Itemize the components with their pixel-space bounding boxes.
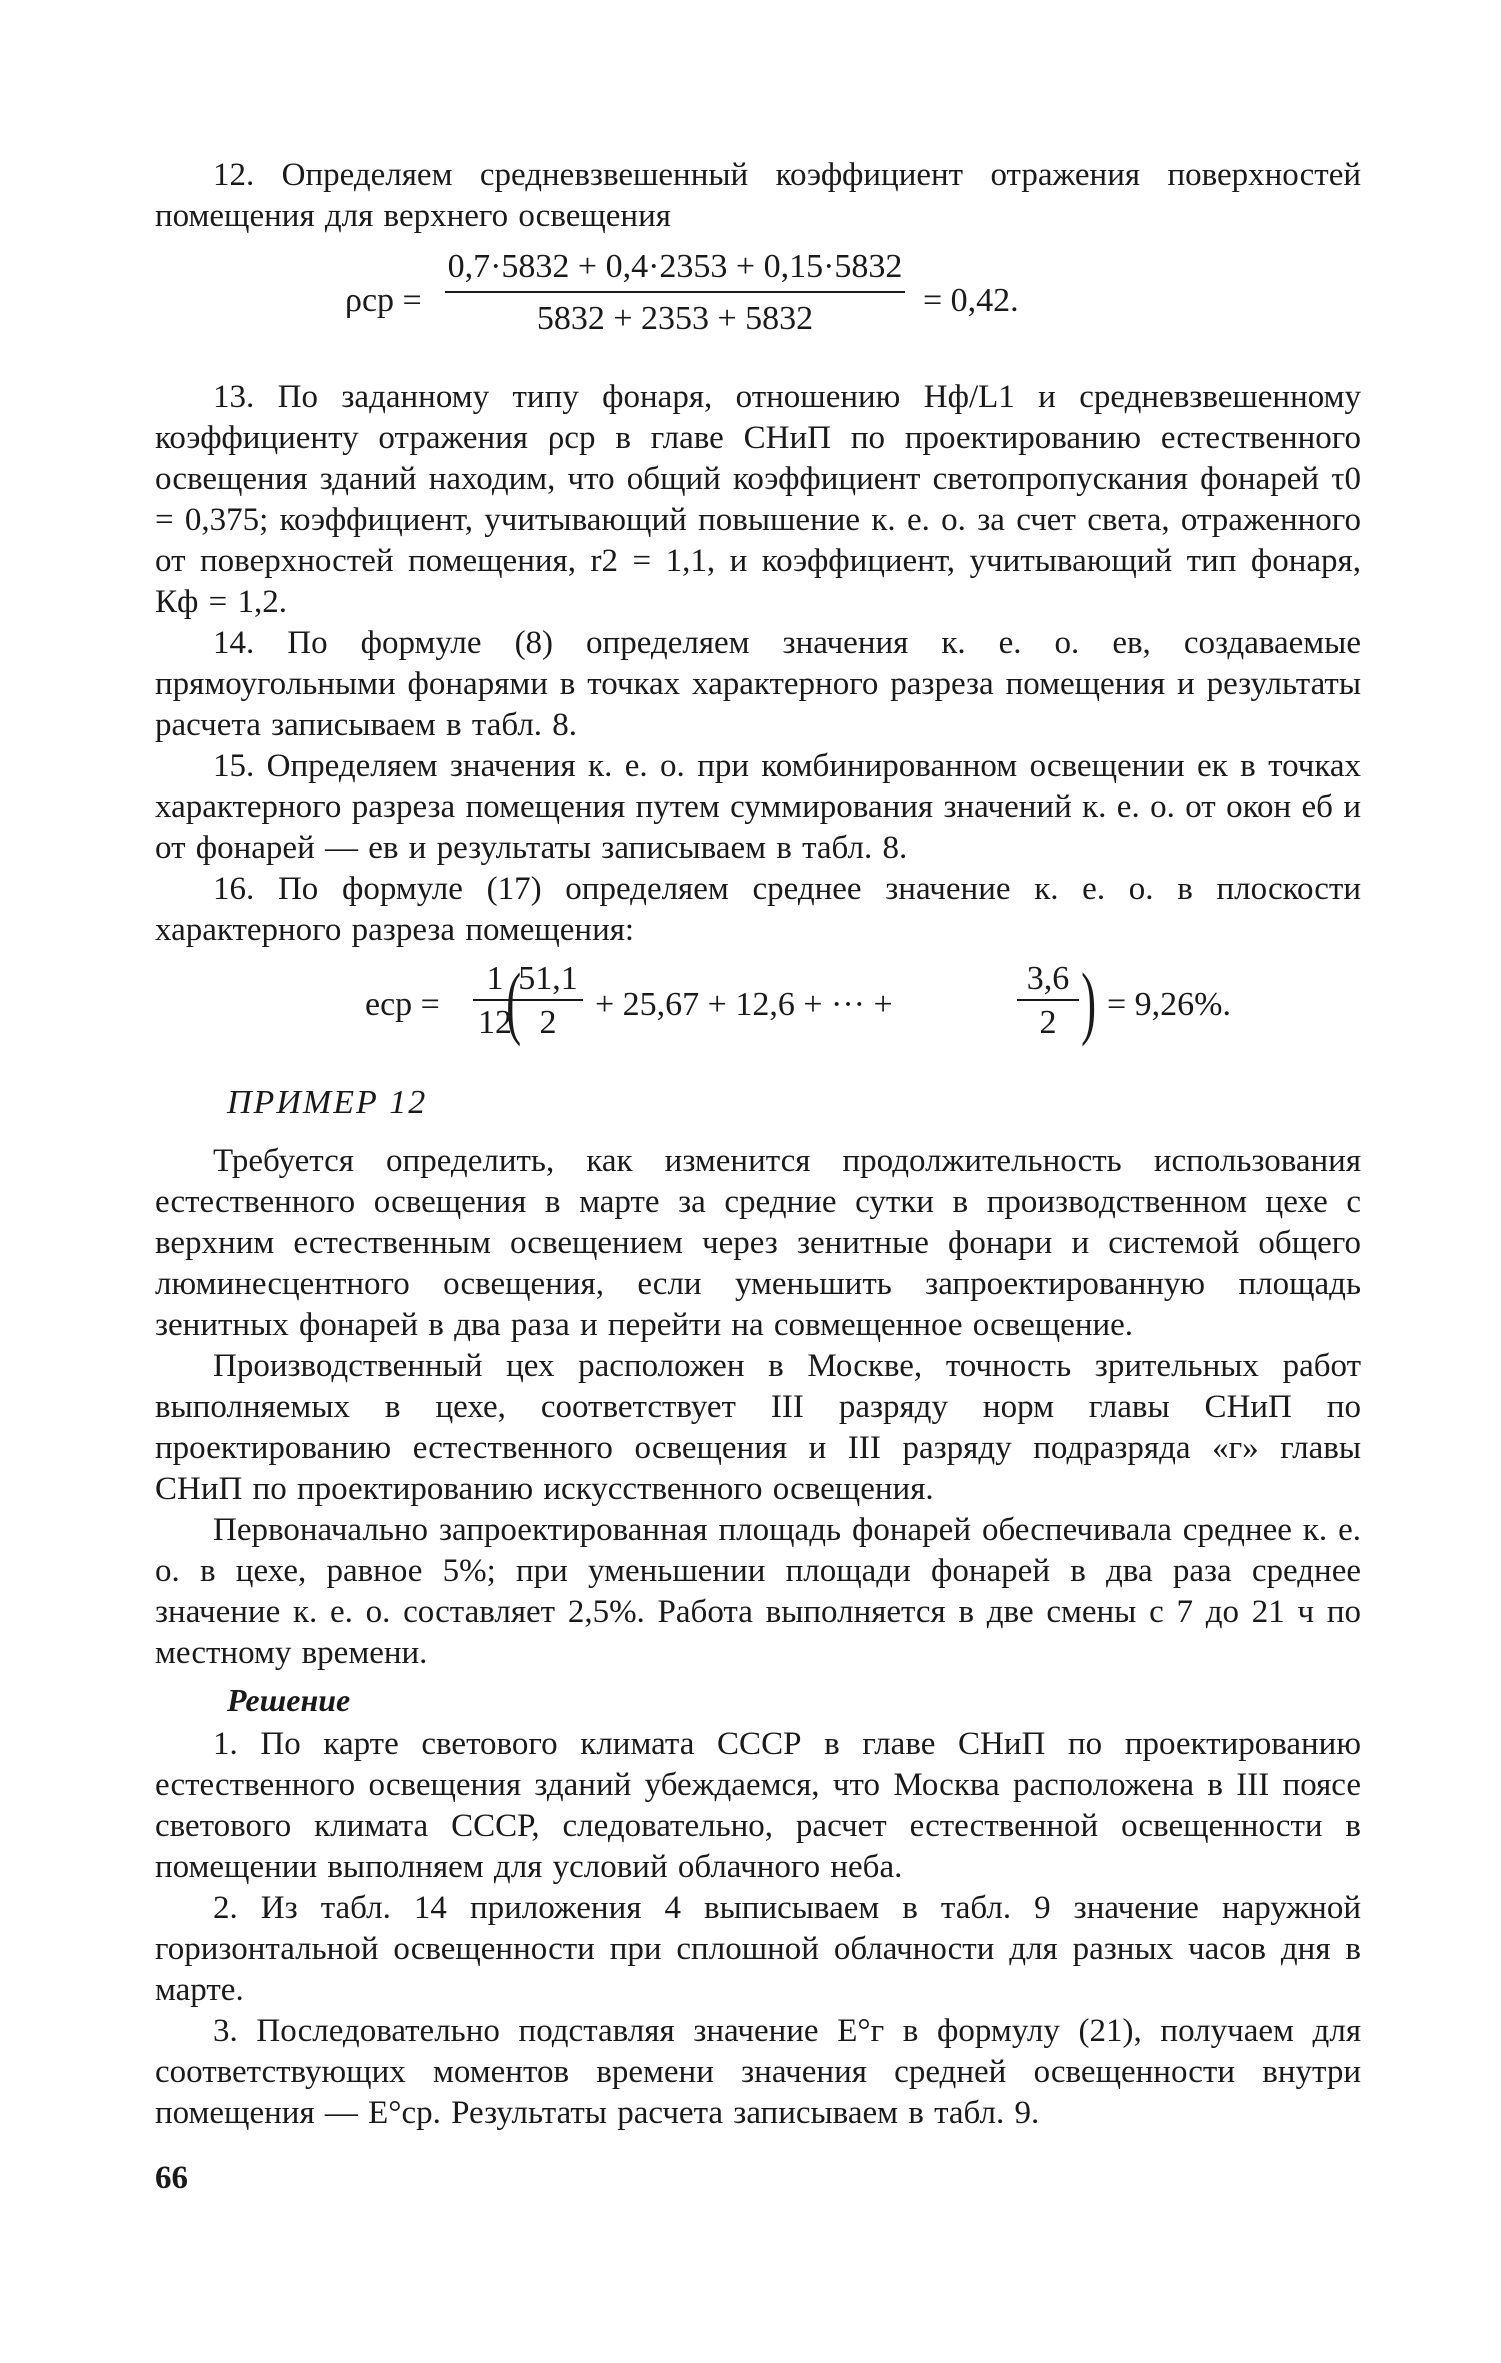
formula2-right-paren: ) [1081,956,1097,1047]
solution-heading: Решение [227,1682,351,1718]
formula2-first-term [513,959,583,1043]
formula2-coef-den: 12 [473,999,517,1043]
paragraph-16: 16. По формуле (17) определяем среднее значение к. е. о. в плоскости характерного разреза помещения: [155,871,1361,948]
formula-rho-avg [155,247,1361,359]
formula-e-avg [155,956,1361,1055]
formula2-lhs: eср = [365,986,440,1023]
formula1-result: = 0,42. [923,282,1019,319]
formula1-fraction [445,247,905,339]
formula2-b-num: 3,6 [1026,960,1070,997]
solution-step-1: 1. По карте светового климата СССР в главе СНиП по проектированию естественного освещения зданий убеждаемся, что Москва расположена в III поясе светового климата СССР, следовательно, расчет естественной освещенности в помещении выполняем для условий облачного неба. [155,1726,1361,1885]
paragraph-12: 12. Определяем средневзвешенный коэффициент отражения поверхностей помещения для верхнего освещения [155,157,1361,234]
formula1-denominator: 5832 + 2353 + 5832 [536,300,814,337]
formula2-left-paren: ( [506,956,522,1047]
formula2-a-num: 51,1 [518,960,578,997]
formula2-middle: + 25,67 + 12,6 + ··· + [595,986,893,1023]
formula2-result: = 9,26%. [1107,986,1231,1023]
example-task-2: Производственный цех расположен в Москве, точность зрительных работ выполняемых в цехе, соответствует III разряду норм главы СНиП по проектированию естественного освещения и III разряду подразряда «г» главы СНиП по проектированию искусственного освещения. [155,1348,1361,1507]
paragraph-14: 14. По формуле (8) определяем значения к. е. о. eв, создаваемые прямоугольными фонарями в точках характерного разреза помещения и результаты расчета записываем в табл. 8. [155,625,1361,743]
example-task-1: Требуется определить, как изменится продолжительность использования естественного освещения в марте за средние сутки в производственном цехе с верхним естественным освещением через зенитные фонари и системой общего люминесцентного освещения, если уменьшить запроектированную площадь зенитных фонарей в два раза и перейти на совмещенное освещение. [155,1143,1361,1343]
solution-step-3: 3. Последовательно подставляя значение E°г в формулу (21), получаем для соответствующих моментов времени значения средней освещенности внутри помещения — E°ср. Результаты расчета записываем в табл. 9. [155,2013,1361,2131]
example-heading: ПРИМЕР 12 [227,1084,428,1121]
example-task-3: Первоначально запроектированная площадь фонарей обеспечивала среднее к. е. о. в цехе, равное 5%; при уменьшении площади фонарей в два раза среднее значение к. е. о. составляет 2,5%. Работа выполняется в две смены с 7 до 21 ч по местному времени. [155,1512,1361,1671]
solution-step-2: 2. Из табл. 14 приложения 4 выписываем в табл. 9 значение наружной горизонтальной освещенности при сплошной облачности для разных часов дня в марте. [155,1890,1361,2008]
formula2-last-term [1017,959,1079,1043]
paragraph-13: 13. По заданному типу фонаря, отношению Hф/L1 и средневзвешенному коэффициенту отражения ρср в главе СНиП по проектированию естественного освещения зданий находим, что общий коэффициент светопропускания фонарей τ0 = 0,375; коэффициент, учитывающий повышение к. е. о. за счет света, отраженного от поверхностей помещения, r2 = 1,1, и коэффициент, учитывающий тип фонаря, Кф = 1,2. [155,379,1361,620]
paragraph-15: 15. Определяем значения к. е. о. при комбинированном освещении eк в точках характерного разреза помещения путем суммирования значений к. е. о. от окон eб и от фонарей — eв и результаты записываем в табл. 8. [155,748,1361,866]
page-number: 66 [155,2160,188,2196]
formula2-coef-num: 1 [486,960,504,997]
formula1-numerator: 0,7·5832 + 0,4·2353 + 0,15·5832 [447,248,903,285]
formula2-b-den: 2 [1017,999,1079,1043]
formula1-lhs: ρср = [345,282,422,319]
formula2-a-den: 2 [513,999,583,1043]
